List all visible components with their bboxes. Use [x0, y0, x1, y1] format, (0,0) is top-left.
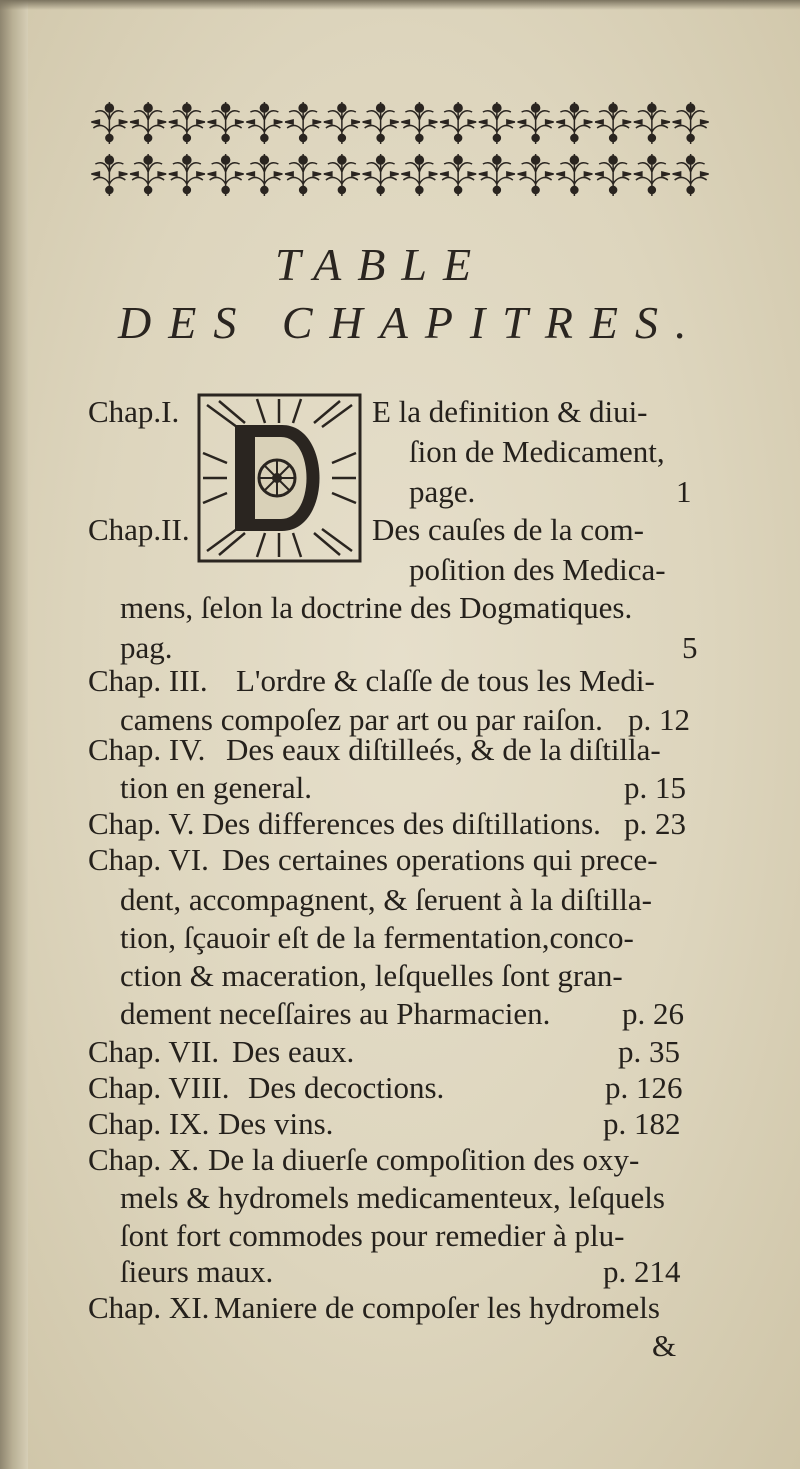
chapter-title-line: camens compoſez par art ou par raiſon. [120, 702, 603, 737]
page-reference: 5 [682, 630, 698, 665]
chapter-title-line: Maniere de compoſer les hydromels [214, 1290, 660, 1325]
chapter-label: Chap. III. [88, 663, 208, 698]
chapter-title-line: mels & hydromels medicamenteux, leſquels [120, 1180, 665, 1215]
chapter-title-line: pag. [120, 630, 173, 665]
chapter-title-line: ſont fort commodes pour remedier à plu- [120, 1218, 625, 1253]
chapter-title-line: dement neceſſaires au Pharmacien. [120, 996, 551, 1031]
page-reference: p. 23 [624, 806, 686, 841]
chapter-title-line: tion en general. [120, 770, 312, 805]
page-reference: p. 182 [603, 1106, 681, 1141]
chapter-label: Chap.I. [88, 394, 180, 429]
page-reference: p. 214 [603, 1254, 681, 1289]
chapter-label: Chap. X. [88, 1142, 200, 1177]
page-reference: p. 15 [624, 770, 686, 805]
chapter-label: Chap. IX. [88, 1106, 210, 1141]
chapter-label: Chap. VI. [88, 842, 209, 877]
chapter-title-line: ction & maceration, leſquelles ſont gran- [120, 958, 623, 993]
chapter-label: Chap. VIII. [88, 1070, 230, 1105]
chapter-title-line: ſieurs maux. [120, 1254, 274, 1289]
chapter-title-line: Des vins. [218, 1106, 334, 1141]
page-reference: 1 [676, 474, 692, 509]
chapter-title-line: Des certaines operations qui prece- [222, 842, 658, 877]
chapter-label: Chap. VII. [88, 1034, 220, 1069]
chapter-title-line: L'ordre & claſſe de tous les Medi- [236, 663, 655, 698]
page-reference: p. 126 [605, 1070, 683, 1105]
chapter-title-line: Des differences des diſtillations. [202, 806, 601, 841]
chapter-title-line: dent, accompagnent, & ſeruent à la diſtilla- [120, 882, 652, 917]
chapter-title-line: poſition des Medica- [409, 552, 666, 587]
chapter-title-line: E la definition & diui- [372, 394, 648, 429]
title-line-2: DES CHAPITRES. [118, 297, 704, 348]
chapter-label: Chap.II. [88, 512, 190, 547]
chapter-title-line: tion, ſçauoir eſt de la fermentation,conco- [120, 920, 634, 955]
chapter-title-line: Des decoctions. [248, 1070, 445, 1105]
chapter-label: Chap. XI. [88, 1290, 210, 1325]
chapter-title-line: page. [409, 474, 476, 509]
chapter-title-line: De la diuerſe compoſition des oxy- [208, 1142, 640, 1177]
chapter-title-line: ſion de Medicament, [409, 434, 665, 469]
chapter-title-line: Des eaux. [232, 1034, 355, 1069]
page-reference: p. 26 [622, 996, 684, 1031]
chapter-title-line: Des cauſes de la com- [372, 512, 644, 547]
chapter-label: Chap. IV. [88, 732, 206, 767]
page-reference: p. 12 [628, 702, 690, 737]
catchword: & [652, 1328, 677, 1363]
chapter-label: Chap. V. [88, 806, 195, 841]
chapter-title-line: mens, ſelon la doctrine des Dogmatiques. [120, 590, 633, 625]
title-line-1: TABLE [275, 239, 488, 290]
chapter-title-line: Des eaux diſtilleés, & de la diſtilla- [226, 732, 661, 767]
page-reference: p. 35 [618, 1034, 680, 1069]
